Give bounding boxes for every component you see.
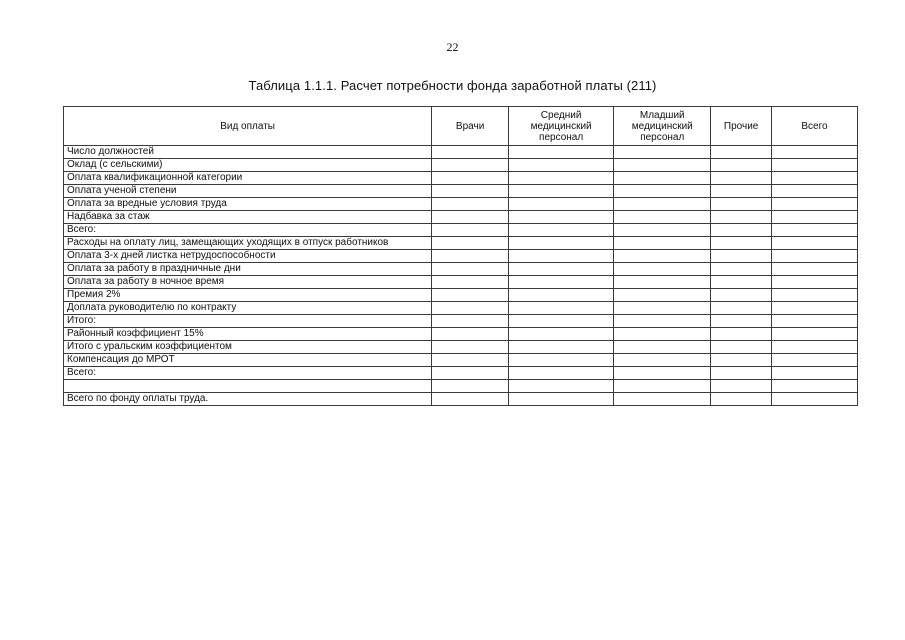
cell-mid-staff [509,276,614,289]
table-row [64,198,858,211]
cell-total [772,211,858,224]
cell-doctors [432,289,509,302]
table-row [64,354,858,367]
table-row [64,185,858,198]
cell-total [772,380,858,393]
cell-other [711,276,772,289]
cell-junior-staff [614,302,711,315]
table-row [64,328,858,341]
cell-mid-staff [509,146,614,159]
row-label: Районный коэффициент 15% [64,328,432,341]
cell-junior-staff [614,276,711,289]
table-row [64,367,858,380]
cell-mid-staff [509,302,614,315]
cell-mid-staff [509,380,614,393]
cell-junior-staff [614,328,711,341]
cell-total [772,393,858,406]
cell-junior-staff [614,367,711,380]
cell-junior-staff [614,172,711,185]
cell-junior-staff [614,393,711,406]
cell-total [772,263,858,276]
cell-mid-staff [509,250,614,263]
cell-junior-staff [614,250,711,263]
row-label: Расходы на оплату лиц, замещающих уходящих в отпуск работников [64,237,432,250]
cell-doctors [432,250,509,263]
cell-doctors [432,315,509,328]
row-label: Надбавка за стаж [64,211,432,224]
header-doctors: Врачи [432,107,509,146]
cell-mid-staff [509,393,614,406]
row-label: Всего: [64,224,432,237]
cell-other [711,367,772,380]
cell-doctors [432,380,509,393]
cell-junior-staff [614,263,711,276]
cell-junior-staff [614,341,711,354]
row-label: Итого с уральским коэффициентом [64,341,432,354]
cell-mid-staff [509,341,614,354]
cell-other [711,380,772,393]
page-number: 22 [446,40,459,54]
header-total: Всего [772,107,858,146]
table-header-row [64,107,858,146]
cell-other [711,237,772,250]
cell-mid-staff [509,289,614,302]
cell-total [772,250,858,263]
table-row [64,211,858,224]
cell-junior-staff [614,146,711,159]
cell-doctors [432,276,509,289]
cell-doctors [432,302,509,315]
cell-total [772,341,858,354]
table-row [64,172,858,185]
cell-mid-staff [509,185,614,198]
row-label: Число должностей [64,146,432,159]
cell-doctors [432,224,509,237]
cell-other [711,328,772,341]
row-label: Оплата за работу в ночное время [64,276,432,289]
cell-doctors [432,237,509,250]
cell-other [711,146,772,159]
cell-other [711,185,772,198]
cell-junior-staff [614,185,711,198]
cell-total [772,302,858,315]
cell-doctors [432,354,509,367]
row-label: Доплата руководителю по контракту [64,302,432,315]
row-label: Всего по фонду оплаты труда. [64,393,432,406]
row-label: Компенсация до МРОТ [64,354,432,367]
cell-total [772,276,858,289]
cell-junior-staff [614,211,711,224]
payroll-fund-table [63,106,858,406]
row-label: Оплата 3-х дней листка нетрудоспособности [64,250,432,263]
row-label: Оплата за работу в праздничные дни [64,263,432,276]
cell-mid-staff [509,224,614,237]
cell-other [711,211,772,224]
cell-other [711,172,772,185]
header-payment-type: Вид оплаты [64,107,432,146]
cell-doctors [432,263,509,276]
cell-junior-staff [614,289,711,302]
table-row [64,380,858,393]
cell-junior-staff [614,224,711,237]
cell-total [772,289,858,302]
header-mid-medical-staff: Средний медицинский персонал [509,107,614,146]
cell-total [772,315,858,328]
cell-junior-staff [614,315,711,328]
cell-junior-staff [614,237,711,250]
table-body [64,146,858,406]
cell-doctors [432,367,509,380]
cell-total [772,354,858,367]
cell-other [711,341,772,354]
cell-mid-staff [509,354,614,367]
cell-mid-staff [509,172,614,185]
table-row [64,237,858,250]
table-row [64,146,858,159]
table-row [64,159,858,172]
cell-mid-staff [509,263,614,276]
cell-mid-staff [509,315,614,328]
cell-doctors [432,341,509,354]
table-row [64,302,858,315]
cell-total [772,367,858,380]
cell-total [772,172,858,185]
cell-other [711,224,772,237]
row-label: Оклад (с сельскими) [64,159,432,172]
cell-mid-staff [509,211,614,224]
cell-doctors [432,159,509,172]
row-label: Оплата за вредные условия труда [64,198,432,211]
cell-doctors [432,198,509,211]
cell-mid-staff [509,198,614,211]
cell-other [711,354,772,367]
cell-doctors [432,393,509,406]
cell-other [711,315,772,328]
cell-doctors [432,172,509,185]
cell-doctors [432,185,509,198]
row-label [64,380,432,393]
cell-other [711,263,772,276]
cell-total [772,146,858,159]
cell-total [772,198,858,211]
row-label: Оплата ученой степени [64,185,432,198]
cell-mid-staff [509,367,614,380]
row-label: Итого: [64,315,432,328]
cell-junior-staff [614,198,711,211]
cell-mid-staff [509,328,614,341]
cell-doctors [432,328,509,341]
table-row [64,315,858,328]
cell-total [772,237,858,250]
table-row [64,289,858,302]
cell-mid-staff [509,237,614,250]
cell-total [772,185,858,198]
header-other: Прочие [711,107,772,146]
row-label: Всего: [64,367,432,380]
cell-doctors [432,146,509,159]
table-row [64,393,858,406]
header-junior-medical-staff: Младший медицинский персонал [614,107,711,146]
cell-junior-staff [614,354,711,367]
table-row [64,263,858,276]
table-title: Таблица 1.1.1. Расчет потребности фонда заработной платы (211) [248,78,657,93]
cell-other [711,250,772,263]
cell-total [772,224,858,237]
cell-other [711,302,772,315]
row-label: Оплата квалификационной категории [64,172,432,185]
row-label: Премия 2% [64,289,432,302]
table-row [64,224,858,237]
cell-other [711,159,772,172]
cell-total [772,159,858,172]
cell-other [711,198,772,211]
cell-other [711,393,772,406]
cell-junior-staff [614,380,711,393]
cell-junior-staff [614,159,711,172]
cell-doctors [432,211,509,224]
cell-total [772,328,858,341]
cell-other [711,289,772,302]
cell-mid-staff [509,159,614,172]
table-row [64,276,858,289]
table-row [64,250,858,263]
table-row [64,341,858,354]
